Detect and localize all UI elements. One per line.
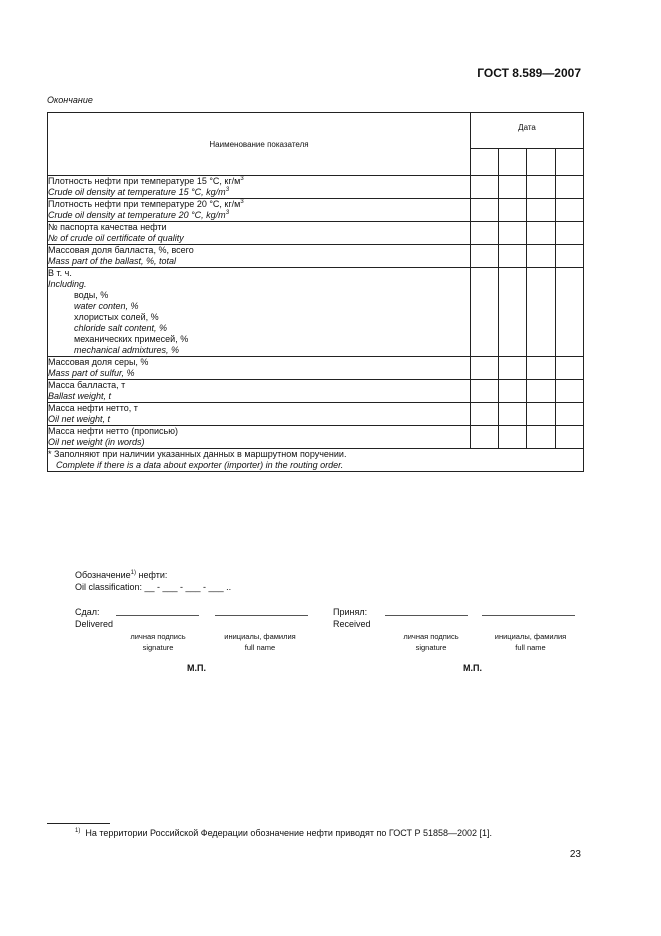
sub-item-en: chloride salt content, % bbox=[74, 323, 168, 333]
name-caption-ru: инициалы, фамилия bbox=[494, 632, 567, 641]
row-label-ru: Плотность нефти при температуре 15 °С, кг/м bbox=[48, 176, 241, 186]
sub-item-ru: воды, % bbox=[74, 290, 109, 300]
value-cell[interactable] bbox=[471, 403, 499, 426]
received-label-ru: Принял: bbox=[333, 607, 368, 617]
value-cell[interactable] bbox=[471, 380, 499, 403]
name-caption-en: full name bbox=[244, 643, 276, 652]
row-label-ru: Массовая доля серы, % bbox=[48, 357, 149, 367]
stamp-place-left: М.П. bbox=[187, 663, 206, 673]
superscript: 3 bbox=[225, 187, 230, 193]
row-label-en: Including. bbox=[48, 279, 87, 289]
value-cell[interactable] bbox=[499, 199, 527, 222]
value-cell[interactable] bbox=[499, 222, 527, 245]
value-cell[interactable] bbox=[471, 268, 499, 357]
value-cell[interactable] bbox=[471, 357, 499, 380]
standard-number: ГОСТ 8.589—2007 bbox=[477, 66, 581, 80]
classification-label-ru: Обозначение bbox=[75, 570, 131, 580]
value-cell[interactable] bbox=[471, 426, 499, 449]
row-label-ru: Плотность нефти при температуре 20 °С, кг/м bbox=[48, 199, 241, 209]
value-cell[interactable] bbox=[527, 357, 556, 380]
value-cell[interactable] bbox=[527, 199, 556, 222]
table-row bbox=[48, 245, 584, 268]
column-header-date: Дата bbox=[471, 113, 584, 149]
row-label-ru: № паспорта качества нефти bbox=[48, 222, 167, 232]
received-signature-line[interactable] bbox=[385, 614, 468, 616]
delivered-label-en: Delivered bbox=[75, 619, 114, 629]
row-label-en: Ballast weight, t bbox=[48, 391, 112, 401]
table-row bbox=[48, 380, 584, 403]
value-cell[interactable] bbox=[471, 199, 499, 222]
value-cell[interactable] bbox=[556, 380, 584, 403]
delivered-name-line[interactable] bbox=[215, 614, 308, 616]
signature-caption bbox=[381, 631, 481, 653]
value-cell[interactable] bbox=[499, 245, 527, 268]
date-cell bbox=[527, 149, 556, 176]
value-cell[interactable] bbox=[556, 176, 584, 199]
table-row bbox=[48, 176, 584, 199]
signature-caption-ru: личная подпись bbox=[130, 632, 186, 641]
row-label-ru: Массовая доля балласта, %, всего bbox=[48, 245, 194, 255]
value-cell[interactable] bbox=[556, 245, 584, 268]
classification-label-en[interactable]: Oil classification: __ - ___ - ___ - ___ .. bbox=[75, 582, 232, 592]
value-cell[interactable] bbox=[499, 357, 527, 380]
footnote-mark: 1) bbox=[75, 828, 81, 834]
value-cell[interactable] bbox=[527, 426, 556, 449]
value-cell[interactable] bbox=[499, 426, 527, 449]
table-row bbox=[48, 222, 584, 245]
value-cell[interactable] bbox=[471, 245, 499, 268]
table-note-row bbox=[48, 449, 584, 472]
name-caption-ru: инициалы, фамилия bbox=[224, 632, 296, 641]
row-label-en: Oil net weight, t bbox=[48, 414, 111, 424]
name-caption bbox=[478, 631, 583, 653]
delivered-label-ru: Сдал: bbox=[75, 607, 100, 617]
row-label-ru: В т. ч. bbox=[48, 268, 72, 278]
value-cell[interactable] bbox=[527, 380, 556, 403]
row-label-ru: Масса нефти нетто (прописью) bbox=[48, 426, 178, 436]
received-label-en: Received bbox=[333, 619, 371, 629]
signature-caption bbox=[108, 631, 208, 653]
value-cell[interactable] bbox=[499, 176, 527, 199]
footnote-divider bbox=[47, 823, 110, 824]
signature-caption-en: signature bbox=[142, 643, 174, 652]
table-row bbox=[48, 357, 584, 380]
value-cell[interactable] bbox=[499, 380, 527, 403]
row-label-en: Crude oil density at temperature 20 °C, kg/m bbox=[48, 210, 226, 220]
value-cell[interactable] bbox=[499, 403, 527, 426]
row-label-ru: Масса балласта, т bbox=[48, 380, 126, 390]
row-label-ru: Масса нефти нетто, т bbox=[48, 403, 138, 413]
classification-label-ru-tail: нефти: bbox=[136, 570, 168, 580]
table-row bbox=[48, 426, 584, 449]
name-caption-en: full name bbox=[515, 643, 546, 652]
value-cell[interactable] bbox=[471, 176, 499, 199]
note-en: Complete if there is a data about exporter (importer) in the routing order. bbox=[56, 460, 344, 470]
value-cell[interactable] bbox=[527, 176, 556, 199]
sub-item-ru: механических примесей, % bbox=[74, 334, 189, 344]
value-cell[interactable] bbox=[499, 268, 527, 357]
signature-caption-en: signature bbox=[415, 643, 447, 652]
value-cell[interactable] bbox=[527, 245, 556, 268]
sub-item-en: mechanical admixtures, % bbox=[74, 345, 180, 355]
value-cell[interactable] bbox=[527, 268, 556, 357]
value-cell[interactable] bbox=[556, 426, 584, 449]
row-label-en: № of crude oil certificate of quality bbox=[48, 233, 184, 243]
page-number: 23 bbox=[569, 849, 581, 860]
row-label-en: Mass part of the ballast, %, total bbox=[48, 256, 177, 266]
signature-caption-ru: личная подпись bbox=[403, 632, 459, 641]
value-cell[interactable] bbox=[556, 199, 584, 222]
value-cell[interactable] bbox=[556, 357, 584, 380]
value-cell[interactable] bbox=[471, 222, 499, 245]
row-label-en: Mass part of sulfur, % bbox=[48, 368, 135, 378]
table-row bbox=[48, 268, 584, 357]
footnote bbox=[75, 828, 492, 838]
note-ru: * Заполняют при наличии указанных данных в маршрутном поручении. bbox=[48, 449, 347, 459]
name-caption bbox=[210, 631, 310, 653]
table-row bbox=[48, 199, 584, 222]
value-cell[interactable] bbox=[556, 222, 584, 245]
delivered-signature-line[interactable] bbox=[116, 614, 199, 616]
footnote-text: На территории Российской Федерации обозначение нефти приводят по ГОСТ Р 51858—2002 [1]. bbox=[85, 828, 493, 838]
table-row bbox=[48, 403, 584, 426]
value-cell[interactable] bbox=[556, 268, 584, 357]
sub-item-ru: хлористых солей, % bbox=[74, 312, 159, 322]
value-cell[interactable] bbox=[527, 222, 556, 245]
value-cell[interactable] bbox=[556, 403, 584, 426]
continuation-label: Окончание bbox=[47, 95, 93, 105]
received-name-line[interactable] bbox=[482, 614, 575, 616]
date-cell bbox=[499, 149, 527, 176]
footnote-ref: 1) bbox=[130, 570, 137, 576]
indicators-table bbox=[47, 112, 584, 472]
sub-item-en: water conten, % bbox=[74, 301, 139, 311]
stamp-place-right: М.П. bbox=[463, 663, 482, 673]
oil-classification bbox=[75, 569, 231, 593]
value-cell[interactable] bbox=[527, 403, 556, 426]
superscript: 3 bbox=[240, 199, 244, 205]
superscript: 3 bbox=[240, 176, 244, 182]
column-header-indicator: Наименование показателя bbox=[48, 113, 471, 176]
date-cell bbox=[471, 149, 499, 176]
date-cell bbox=[556, 149, 584, 176]
row-label-en: Oil net weight (in words) bbox=[48, 437, 145, 447]
superscript: 3 bbox=[225, 210, 230, 216]
row-label-en: Crude oil density at temperature 15 °C, kg/m bbox=[48, 187, 226, 197]
